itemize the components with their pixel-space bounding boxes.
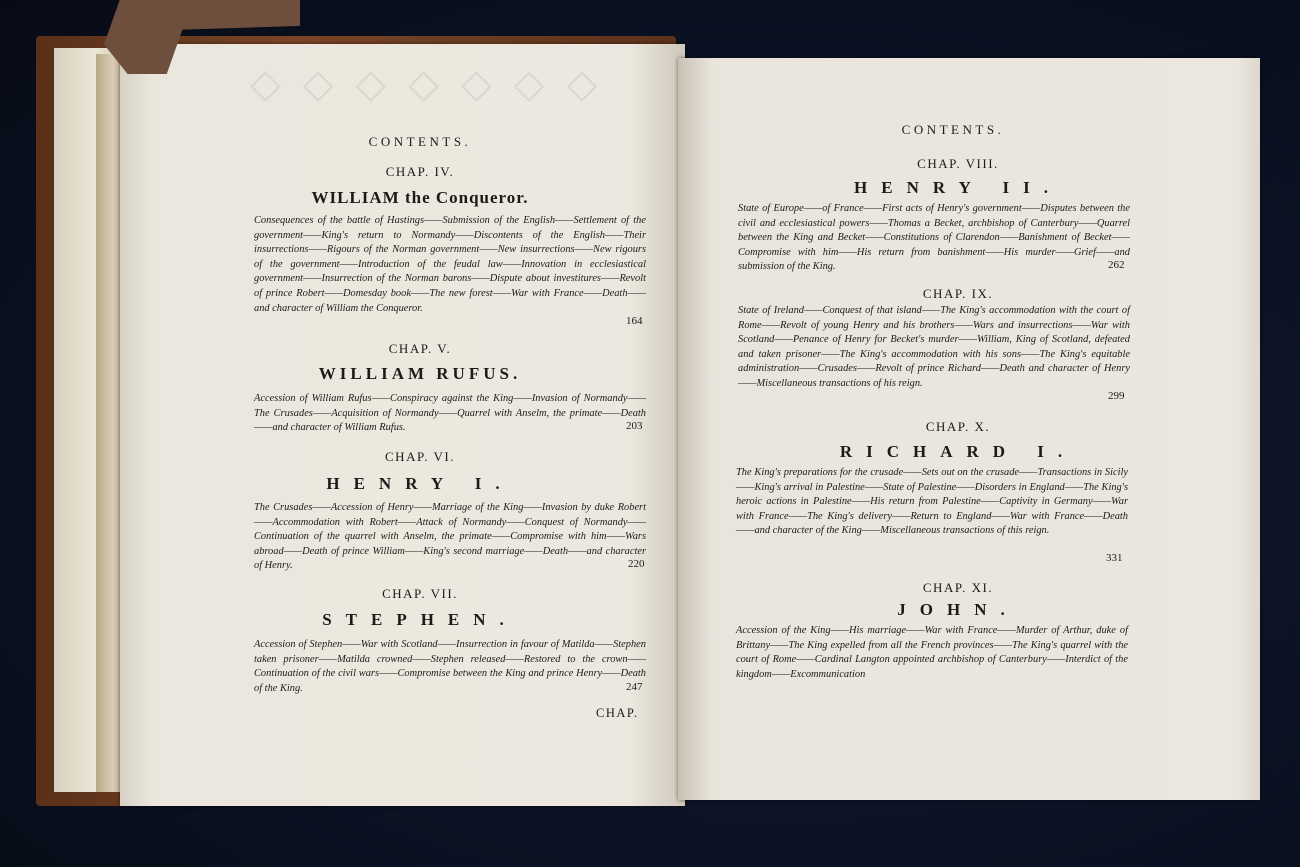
chapter-number: CHAP. VIII.: [917, 156, 999, 171]
page-number: 299: [1108, 390, 1125, 402]
chapter-number: CHAP. V.: [388, 341, 452, 356]
page-number: 247: [626, 681, 643, 693]
page-number: 220: [628, 558, 645, 570]
page-heading: CONTENTS.: [368, 134, 472, 149]
chapter-summary: The King's preparations for the crusade——Sets out on the crusade——Transactions in Sicily——King's arrival in Palestine——State of Palestine——Disorders in England——The King's heroic actions in Palestine——His return from Palestine——Captivity in Germany——War with France——The King's delivery——Return to England——War with France——Death——and character of the King——Miscellaneous transactions of this reign.: [736, 467, 1128, 537]
chapter-summary: Accession of William Rufus——Conspiracy against the King——Invasion of Normandy——The Crusades——Acquisition of Normandy——Quarrel with Anselm, the primate——Death——and character of William Rufus.: [254, 393, 646, 434]
chapter-title: JOHN.: [897, 600, 1019, 619]
chapter-number: CHAP. IV.: [385, 164, 455, 179]
page-number: 262: [1108, 259, 1125, 271]
chapter-summary: State of Europe——of France——First acts of Henry's government——Disputes between the civil and ecclesiastical powers——Thomas a Becket, archbishop of Canterbury——Quarrel between the King and Becket——Constitutions of Clarendon——Banishment of Becket——Compromise with him——His return from banishment——His murder——Grief——and submission of the King.: [738, 203, 1130, 273]
chapter-summary: Consequences of the battle of Hastings——Submission of the English——Settlement of the government——King's return to Normandy——Discontents of the English——Their insurrections——Rigours of the Norman government——New insurrections——New rigours of the government——Introduction of the feudal law——Innovation in ecclesiastical government——Insurrection of the Norman barons——Dispute about investitures——Revolt of prince Robert——Domesday book——The new forest——War with France——Death——and character of William the Conqueror.: [254, 215, 646, 314]
chapter-title: HENRY I.: [326, 474, 514, 493]
chapter-number: CHAP. X.: [925, 419, 991, 434]
chapter-summary: Accession of the King——His marriage——War with France——Murder of Arthur, duke of Brittany——The King expelled from all the French provinces——The King's quarrel with the court of Rome——Cardinal Langton appointed archbishop of Canterbury——Interdict of the kingdom——Excommunication: [736, 625, 1128, 680]
catchword: CHAP.: [596, 706, 639, 720]
show-through-text: ◇◇◇◇◇◇◇: [250, 61, 620, 106]
left-page: [120, 44, 685, 806]
chapter-title: RICHARD I.: [839, 442, 1077, 461]
page-number: 331: [1106, 552, 1123, 564]
chapter-title: HENRY II.: [854, 178, 1062, 197]
chapter-number: CHAP. IX.: [922, 286, 994, 301]
chapter-number: CHAP. VII.: [382, 586, 458, 601]
chapter-summary: State of Ireland——Conquest of that island——The King's accommodation with the court of Rome——Revolt of young Henry and his brothers——Wars and insurrections——War with Scotland——Penance of Henry for Becket's murder——William, King of Scotland, defeated and taken prisoner——The King's accommodation with his sons——The King's equitable administration——Crusades——Revolt of prince Richard——Death and character of Henry——Miscellaneous transactions of his reign.: [738, 305, 1130, 389]
chapter-title: STEPHEN.: [322, 610, 518, 629]
chapter-summary: Accession of Stephen——War with Scotland——Insurrection in favour of Matilda——Stephen taken prisoner——Matilda crowned——Stephen released——Restored to the crown——Continuation of the civil wars——Compromise between the King and prince Henry——Death of the King.: [254, 639, 646, 694]
page-heading: CONTENTS.: [901, 122, 1005, 137]
right-page: [678, 58, 1260, 800]
chapter-summary: The Crusades——Accession of Henry——Marriage of the King——Invasion by duke Robert——Accommodation with Robert——Attack of Normandy——Conquest of Normandy——Continuation of the quarrel with Anselm, the primate——Compromise with him——Wars abroad——Death of prince William——King's second marriage——Death——and character of Henry.: [254, 502, 646, 572]
chapter-title: WILLIAM the Conqueror.: [311, 188, 529, 207]
chapter-number: CHAP. VI.: [385, 449, 455, 464]
page-number: 164: [626, 315, 643, 327]
chapter-number: CHAP. XI.: [922, 580, 994, 595]
chapter-title: WILLIAM RUFUS.: [318, 364, 522, 383]
page-number: 203: [626, 420, 643, 432]
